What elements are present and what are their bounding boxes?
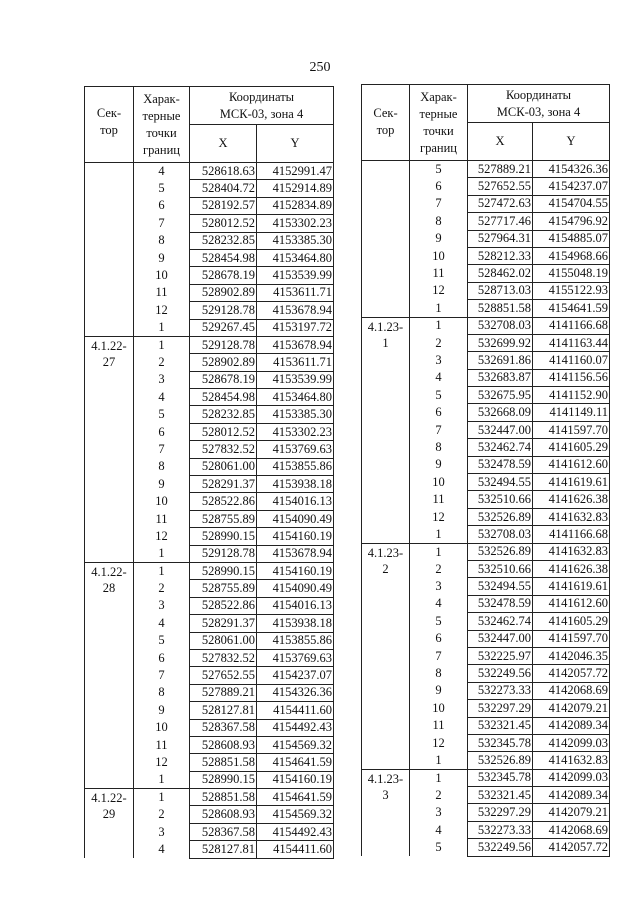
point-cell: 5 xyxy=(134,406,190,423)
point-cell: 4 xyxy=(134,163,190,180)
sector-label: 4.1.23- 3 xyxy=(367,771,404,802)
x-cell: 527832.52 xyxy=(190,649,257,666)
y-cell: 4154326.36 xyxy=(257,684,334,701)
y-cell: 4154160.19 xyxy=(257,771,334,788)
y-cell: 4142079.21 xyxy=(533,700,610,717)
y-cell: 4153855.86 xyxy=(257,632,334,649)
sector-label xyxy=(85,163,133,164)
y-cell: 4154160.19 xyxy=(257,528,334,545)
y-cell: 4141632.83 xyxy=(533,752,610,769)
x-cell: 528232.85 xyxy=(190,232,257,249)
y-cell: 4154016.13 xyxy=(257,493,334,510)
y-cell: 4154090.49 xyxy=(257,580,334,597)
x-cell: 532691.86 xyxy=(468,352,533,369)
x-cell: 529267.45 xyxy=(190,319,257,336)
x-cell: 532273.33 xyxy=(468,682,533,699)
point-cell: 10 xyxy=(410,700,468,717)
y-cell: 4142057.72 xyxy=(533,665,610,682)
y-cell: 4142079.21 xyxy=(533,804,610,821)
y-cell: 4154326.36 xyxy=(533,161,610,178)
point-cell: 5 xyxy=(134,180,190,197)
sector-label: 4.1.22- 29 xyxy=(91,791,127,822)
x-cell: 528212.33 xyxy=(468,247,533,264)
x-cell: 528608.93 xyxy=(190,806,257,823)
point-cell: 11 xyxy=(410,717,468,734)
y-cell: 4153678.94 xyxy=(257,302,334,319)
point-cell: 4 xyxy=(134,841,190,858)
y-cell: 4141612.60 xyxy=(533,456,610,473)
point-cell: 12 xyxy=(410,508,468,525)
coords-header-label: Координаты МСК-03, зона 4 xyxy=(219,89,304,121)
point-cell: 2 xyxy=(134,354,190,371)
sector-header-label: Сек- тор xyxy=(96,106,122,137)
point-cell: 4 xyxy=(134,389,190,406)
sector-header xyxy=(362,85,410,161)
point-cell: 1 xyxy=(410,300,468,317)
coords-header-label: Координаты МСК-03, зона 4 xyxy=(496,87,581,119)
point-cell: 5 xyxy=(410,387,468,404)
point-cell: 2 xyxy=(134,806,190,823)
sector-label: 4.1.23- 1 xyxy=(367,319,404,350)
x-cell: 532494.55 xyxy=(468,578,533,595)
point-cell: 11 xyxy=(410,265,468,282)
y-cell: 4154569.32 xyxy=(257,806,334,823)
sector-cell xyxy=(85,336,134,562)
x-cell: 528678.19 xyxy=(190,267,257,284)
y-cell: 4153611.71 xyxy=(257,354,334,371)
y-cell: 4152834.89 xyxy=(257,197,334,214)
x-cell: 528367.58 xyxy=(190,719,257,736)
sector-header-label: Сек- тор xyxy=(373,106,398,137)
y-cell: 4154885.07 xyxy=(533,230,610,247)
y-cell: 4141597.70 xyxy=(533,630,610,647)
point-cell: 1 xyxy=(134,562,190,579)
y-cell: 4153302.23 xyxy=(257,215,334,232)
x-cell: 528127.81 xyxy=(190,702,257,719)
x-cell: 528618.63 xyxy=(190,163,257,180)
x-cell: 528061.00 xyxy=(190,458,257,475)
sector-header xyxy=(85,87,134,163)
x-cell: 528127.81 xyxy=(190,841,257,858)
x-cell: 528404.72 xyxy=(190,180,257,197)
point-cell: 11 xyxy=(134,510,190,527)
point-cell: 5 xyxy=(134,632,190,649)
x-cell: 528522.86 xyxy=(190,493,257,510)
x-cell: 528454.98 xyxy=(190,389,257,406)
y-cell: 4153769.63 xyxy=(257,441,334,458)
y-cell: 4154704.55 xyxy=(533,195,610,212)
point-cell: 1 xyxy=(134,319,190,336)
y-cell: 4141156.56 xyxy=(533,369,610,386)
y-cell: 4153464.80 xyxy=(257,389,334,406)
table-row xyxy=(362,161,610,178)
point-cell: 8 xyxy=(410,439,468,456)
point-cell: 10 xyxy=(134,267,190,284)
sector-cell xyxy=(85,163,134,337)
x-cell: 532708.03 xyxy=(468,526,533,543)
table-row xyxy=(85,562,334,579)
x-cell: 528462.02 xyxy=(468,265,533,282)
y-cell: 4153678.94 xyxy=(257,336,334,353)
y-cell: 4142099.03 xyxy=(533,769,610,786)
point-cell: 9 xyxy=(134,476,190,493)
x-cell: 532683.87 xyxy=(468,369,533,386)
x-cell: 532345.78 xyxy=(468,734,533,751)
point-cell: 1 xyxy=(410,526,468,543)
point-cell: 6 xyxy=(410,630,468,647)
point-cell: 2 xyxy=(134,580,190,597)
x-cell: 527472.63 xyxy=(468,195,533,212)
y-cell: 4153678.94 xyxy=(257,545,334,562)
point-cell: 7 xyxy=(410,421,468,438)
x-cell: 532478.59 xyxy=(468,456,533,473)
point-cell: 8 xyxy=(134,684,190,701)
point-cell: 6 xyxy=(134,423,190,440)
point-cell: 1 xyxy=(410,317,468,334)
x-cell: 532297.29 xyxy=(468,804,533,821)
point-cell: 6 xyxy=(410,178,468,195)
x-cell: 532478.59 xyxy=(468,595,533,612)
point-cell: 8 xyxy=(134,458,190,475)
point-cell: 2 xyxy=(410,787,468,804)
point-cell: 6 xyxy=(134,649,190,666)
sector-label: 4.1.23- 2 xyxy=(367,545,404,576)
table-row xyxy=(362,317,610,334)
point-cell: 3 xyxy=(410,352,468,369)
x-cell: 532526.89 xyxy=(468,508,533,525)
point-cell: 4 xyxy=(134,615,190,632)
x-cell: 527652.55 xyxy=(190,667,257,684)
x-cell: 532510.66 xyxy=(468,491,533,508)
y-cell: 4141619.61 xyxy=(533,578,610,595)
y-cell: 4153539.99 xyxy=(257,267,334,284)
y-cell: 4142068.69 xyxy=(533,821,610,838)
x-cell: 532668.09 xyxy=(468,404,533,421)
y-cell: 4154641.59 xyxy=(257,789,334,806)
x-cell: 532462.74 xyxy=(468,613,533,630)
x-cell: 532708.03 xyxy=(468,317,533,334)
point-cell: 12 xyxy=(134,754,190,771)
point-cell: 1 xyxy=(410,543,468,560)
coords-header xyxy=(468,85,610,123)
x-cell: 532297.29 xyxy=(468,700,533,717)
y-cell: 4141166.68 xyxy=(533,526,610,543)
y-cell: 4141632.83 xyxy=(533,543,610,560)
x-header: X xyxy=(190,125,257,163)
x-cell: 528454.98 xyxy=(190,249,257,266)
y-cell: 4154492.43 xyxy=(257,719,334,736)
points-header xyxy=(134,87,190,163)
x-cell: 528608.93 xyxy=(190,736,257,753)
x-cell: 532345.78 xyxy=(468,769,533,786)
y-cell: 4141612.60 xyxy=(533,595,610,612)
sector-cell xyxy=(85,789,134,859)
x-cell: 528192.57 xyxy=(190,197,257,214)
point-cell: 1 xyxy=(410,769,468,786)
point-cell: 3 xyxy=(410,578,468,595)
point-cell: 3 xyxy=(134,371,190,388)
point-cell: 1 xyxy=(134,771,190,788)
sector-label xyxy=(362,161,409,162)
x-cell: 532249.56 xyxy=(468,839,533,856)
x-cell: 528291.37 xyxy=(190,615,257,632)
y-cell: 4141160.07 xyxy=(533,352,610,369)
y-cell: 4153302.23 xyxy=(257,423,334,440)
x-cell: 528678.19 xyxy=(190,371,257,388)
y-cell: 4154090.49 xyxy=(257,510,334,527)
table-row xyxy=(362,543,610,560)
point-cell: 2 xyxy=(410,560,468,577)
points-header xyxy=(410,85,468,161)
point-cell: 9 xyxy=(134,702,190,719)
sector-cell xyxy=(362,543,410,769)
x-cell: 532321.45 xyxy=(468,787,533,804)
x-cell: 528755.89 xyxy=(190,580,257,597)
y-header: Y xyxy=(257,125,334,163)
x-cell: 528291.37 xyxy=(190,476,257,493)
y-cell: 4154237.07 xyxy=(533,178,610,195)
x-cell: 527889.21 xyxy=(468,161,533,178)
point-cell: 11 xyxy=(134,284,190,301)
points-header-label: Харак- терные точки границ xyxy=(142,91,181,157)
y-cell: 4154641.59 xyxy=(533,300,610,317)
y-cell: 4142057.72 xyxy=(533,839,610,856)
y-cell: 4155122.93 xyxy=(533,282,610,299)
point-cell: 5 xyxy=(410,839,468,856)
x-cell: 527889.21 xyxy=(190,684,257,701)
table-row xyxy=(85,789,334,806)
y-cell: 4141597.70 xyxy=(533,421,610,438)
y-cell: 4154411.60 xyxy=(257,702,334,719)
point-cell: 6 xyxy=(410,404,468,421)
point-cell: 12 xyxy=(134,302,190,319)
point-cell: 5 xyxy=(410,613,468,630)
x-cell: 528990.15 xyxy=(190,771,257,788)
point-cell: 7 xyxy=(134,667,190,684)
point-cell: 12 xyxy=(134,528,190,545)
point-cell: 9 xyxy=(134,249,190,266)
x-cell: 532225.97 xyxy=(468,647,533,664)
point-cell: 4 xyxy=(410,821,468,838)
y-cell: 4152991.47 xyxy=(257,163,334,180)
y-cell: 4154968.66 xyxy=(533,247,610,264)
x-cell: 528061.00 xyxy=(190,632,257,649)
y-cell: 4142089.34 xyxy=(533,717,610,734)
point-cell: 1 xyxy=(410,752,468,769)
x-cell: 528232.85 xyxy=(190,406,257,423)
point-cell: 10 xyxy=(134,719,190,736)
y-cell: 4153385.30 xyxy=(257,406,334,423)
x-cell: 529128.78 xyxy=(190,336,257,353)
point-cell: 10 xyxy=(410,474,468,491)
x-cell: 528713.03 xyxy=(468,282,533,299)
point-cell: 10 xyxy=(134,493,190,510)
coordinates-table-left xyxy=(84,86,334,859)
y-cell: 4154796.92 xyxy=(533,213,610,230)
y-cell: 4153855.86 xyxy=(257,458,334,475)
point-cell: 12 xyxy=(410,282,468,299)
x-cell: 528012.52 xyxy=(190,215,257,232)
x-cell: 532675.95 xyxy=(468,387,533,404)
coords-header xyxy=(190,87,334,125)
point-cell: 7 xyxy=(410,647,468,664)
y-cell: 4153769.63 xyxy=(257,649,334,666)
y-cell: 4154160.19 xyxy=(257,562,334,579)
x-cell: 527964.31 xyxy=(468,230,533,247)
point-cell: 11 xyxy=(410,491,468,508)
y-cell: 4142046.35 xyxy=(533,647,610,664)
y-cell: 4141149.11 xyxy=(533,404,610,421)
sector-cell xyxy=(85,562,134,788)
y-cell: 4153385.30 xyxy=(257,232,334,249)
point-cell: 5 xyxy=(410,161,468,178)
points-header-label: Харак- терные точки границ xyxy=(419,89,458,155)
x-cell: 528851.58 xyxy=(190,789,257,806)
x-cell: 527652.55 xyxy=(468,178,533,195)
y-cell: 4155048.19 xyxy=(533,265,610,282)
point-cell: 1 xyxy=(134,336,190,353)
x-cell: 532447.00 xyxy=(468,421,533,438)
y-cell: 4153539.99 xyxy=(257,371,334,388)
x-cell: 528990.15 xyxy=(190,562,257,579)
point-cell: 2 xyxy=(410,334,468,351)
x-cell: 528902.89 xyxy=(190,284,257,301)
x-cell: 528851.58 xyxy=(190,754,257,771)
y-cell: 4142099.03 xyxy=(533,734,610,751)
y-cell: 4141605.29 xyxy=(533,439,610,456)
point-cell: 4 xyxy=(410,595,468,612)
point-cell: 1 xyxy=(134,789,190,806)
x-cell: 527717.46 xyxy=(468,213,533,230)
coordinates-table-right xyxy=(361,84,610,857)
page-number: 250 xyxy=(309,60,331,75)
y-cell: 4153464.80 xyxy=(257,249,334,266)
sector-cell xyxy=(362,161,410,318)
y-cell: 4154641.59 xyxy=(257,754,334,771)
point-cell: 8 xyxy=(410,665,468,682)
y-cell: 4141152.90 xyxy=(533,387,610,404)
y-cell: 4141166.68 xyxy=(533,317,610,334)
x-cell: 528851.58 xyxy=(468,300,533,317)
x-cell: 532447.00 xyxy=(468,630,533,647)
y-cell: 4141626.38 xyxy=(533,560,610,577)
x-cell: 532526.89 xyxy=(468,752,533,769)
y-cell: 4154569.32 xyxy=(257,736,334,753)
x-cell: 528012.52 xyxy=(190,423,257,440)
x-cell: 532321.45 xyxy=(468,717,533,734)
x-cell: 532699.92 xyxy=(468,334,533,351)
y-cell: 4153938.18 xyxy=(257,476,334,493)
point-cell: 8 xyxy=(410,213,468,230)
y-cell: 4153197.72 xyxy=(257,319,334,336)
x-cell: 532494.55 xyxy=(468,474,533,491)
y-cell: 4141163.44 xyxy=(533,334,610,351)
point-cell: 7 xyxy=(410,195,468,212)
y-cell: 4154492.43 xyxy=(257,823,334,840)
point-cell: 3 xyxy=(134,597,190,614)
point-cell: 7 xyxy=(134,215,190,232)
y-cell: 4154237.07 xyxy=(257,667,334,684)
y-cell: 4141626.38 xyxy=(533,491,610,508)
x-cell: 528367.58 xyxy=(190,823,257,840)
x-cell: 528990.15 xyxy=(190,528,257,545)
y-cell: 4141632.83 xyxy=(533,508,610,525)
y-cell: 4141605.29 xyxy=(533,613,610,630)
point-cell: 3 xyxy=(134,823,190,840)
point-cell: 11 xyxy=(134,736,190,753)
x-header: X xyxy=(468,123,533,161)
x-cell: 532249.56 xyxy=(468,665,533,682)
sector-cell xyxy=(362,317,410,543)
point-cell: 7 xyxy=(134,441,190,458)
y-cell: 4154411.60 xyxy=(257,841,334,858)
sector-cell xyxy=(362,769,410,856)
point-cell: 9 xyxy=(410,230,468,247)
x-cell: 528902.89 xyxy=(190,354,257,371)
point-cell: 12 xyxy=(410,734,468,751)
point-cell: 8 xyxy=(134,232,190,249)
y-cell: 4153611.71 xyxy=(257,284,334,301)
table-row xyxy=(85,336,334,353)
point-cell: 9 xyxy=(410,682,468,699)
y-cell: 4141619.61 xyxy=(533,474,610,491)
x-cell: 532510.66 xyxy=(468,560,533,577)
x-cell: 532526.89 xyxy=(468,543,533,560)
y-cell: 4152914.89 xyxy=(257,180,334,197)
point-cell: 9 xyxy=(410,456,468,473)
x-cell: 528522.86 xyxy=(190,597,257,614)
x-cell: 532462.74 xyxy=(468,439,533,456)
y-cell: 4142068.69 xyxy=(533,682,610,699)
x-cell: 529128.78 xyxy=(190,545,257,562)
x-cell: 527832.52 xyxy=(190,441,257,458)
point-cell: 4 xyxy=(410,369,468,386)
y-cell: 4153938.18 xyxy=(257,615,334,632)
x-cell: 528755.89 xyxy=(190,510,257,527)
point-cell: 1 xyxy=(134,545,190,562)
table-row xyxy=(85,163,334,180)
sector-label: 4.1.22- 27 xyxy=(91,338,127,369)
x-cell: 532273.33 xyxy=(468,821,533,838)
y-cell: 4154016.13 xyxy=(257,597,334,614)
point-cell: 3 xyxy=(410,804,468,821)
y-cell: 4142089.34 xyxy=(533,787,610,804)
table-row xyxy=(362,769,610,786)
point-cell: 10 xyxy=(410,247,468,264)
point-cell: 6 xyxy=(134,197,190,214)
sector-label: 4.1.22- 28 xyxy=(91,564,127,595)
x-cell: 529128.78 xyxy=(190,302,257,319)
y-header: Y xyxy=(533,123,610,161)
